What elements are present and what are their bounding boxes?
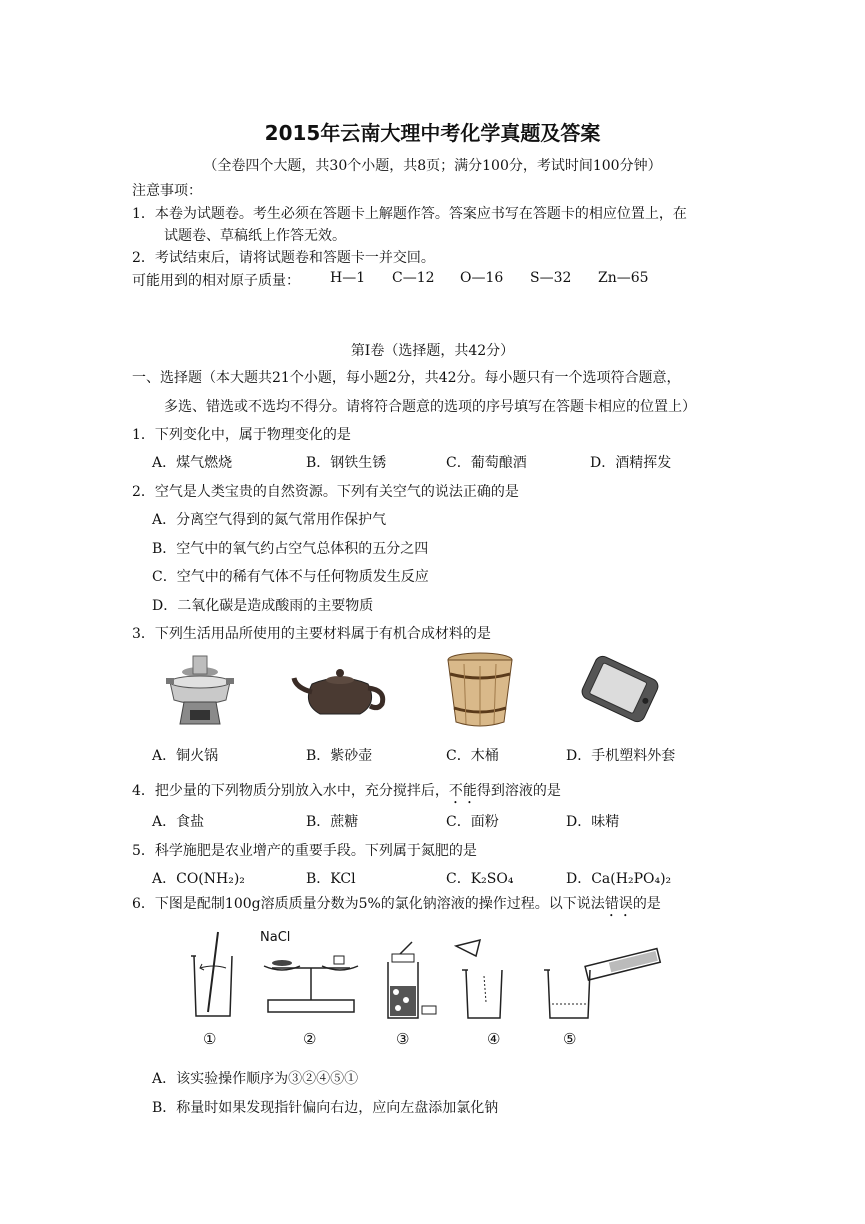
question-1-option-c: C．葡萄酿酒 [446,455,527,471]
question-5-option-a: A．CO(NH₂)₂ [152,871,245,887]
atomic-mass-o: O—16 [460,270,504,286]
stirring-beaker-diagram [188,928,238,1022]
question-4-option-b: B．蔗糖 [306,814,359,830]
question-2-option-c: C．空气中的稀有气体不与任何物质发生反应 [152,569,429,585]
question-2-stem: 2．空气是人类宝贵的自然资源。下列有关空气的说法正确的是 [132,484,519,500]
question-3-option-c: C．木桶 [446,748,499,764]
question-2-option-b: B．空气中的氧气约占空气总体积的五分之四 [152,541,429,557]
atomic-mass-zn: Zn—65 [598,270,649,286]
question-6-stem-post: 的是 [632,896,661,912]
copper-hotpot-image [160,652,240,730]
question-6-option-b: B．称量时如果发现指针偏向右边，应向左盘添加氯化钠 [152,1100,499,1116]
question-4-option-c: C．面粉 [446,814,499,830]
question-4-stem [132,780,561,807]
question-3-stem: 3．下列生活用品所使用的主要材料属于有机合成材料的是 [132,626,491,642]
figure-label-5: ⑤ [563,1030,577,1048]
section-1-line-1: 一、选择题（本大题共21个小题，每小题2分，共42分。每小题只有一个选项符合题意， [132,370,681,386]
atomic-mass-h: H—1 [330,270,366,286]
figure-label-4: ④ [487,1030,501,1048]
question-3-option-b: B．紫砂壶 [306,748,373,764]
question-2-option-d: D．二氧化碳是造成酸雨的主要物质 [152,598,374,614]
figure-label-1: ① [203,1030,217,1048]
wooden-bucket-image [440,650,520,730]
notice-item-1-line-2: 试题卷、草稿纸上作答无效。 [164,228,346,244]
atomic-mass-s: S—32 [530,270,572,286]
question-6-stem [132,893,661,920]
question-6-stem-pre: 6．下图是配制100g溶质质量分数为5%的氯化钠溶液的操作过程。以下说法 [132,896,605,912]
notice-heading: 注意事项： [132,183,202,199]
figure-label-3: ③ [396,1030,410,1048]
question-5-option-c: C．K₂SO₄ [446,871,514,887]
question-1-option-a: A．煤气燃烧 [152,455,233,471]
phone-case-image [572,648,668,730]
section-1-line-2: 多选、错选或不选均不得分。请将符合题意的选项的序号填写在答题卡相应的位置上） [164,399,696,415]
question-3-option-a: A．铜火锅 [152,748,219,764]
question-1-stem: 1．下列变化中，属于物理变化的是 [132,427,351,443]
question-5-stem: 5．科学施肥是农业增产的重要手段。下列属于氮肥的是 [132,843,477,859]
question-4-option-a: A．食盐 [152,814,205,830]
question-3-option-d: D．手机塑料外套 [566,748,676,764]
question-4-stem-post: 得到溶液的是 [476,783,561,799]
atomic-mass-label: 可能用到的相对原子质量： [132,273,300,289]
question-4-stem-pre: 4．把少量的下列物质分别放入水中，充分搅拌后， [132,783,449,799]
reagent-jar-diagram [378,940,442,1022]
pouring-solid-diagram [452,936,512,1022]
clay-teapot-image [290,660,390,722]
question-6-stem-emphasis: 错误 [604,896,633,912]
part-1-title: 第Ⅰ卷（选择题，共42分） [350,343,515,359]
figure-label-2: ② [303,1030,317,1048]
question-1-option-b: B．钢铁生锈 [306,455,387,471]
notice-item-1-line-1: 1．本卷为试题卷。考生必须在答题卡上解题作答。答案应书写在答题卡的相应位置上，在 [132,206,687,222]
nacl-label: NaCl [260,930,291,945]
atomic-mass-c: C—12 [392,270,435,286]
pouring-water-diagram [540,944,662,1022]
page-title: 2015年云南大理中考化学真题及答案 [264,121,601,145]
exam-subtitle: （全卷四个大题，共30个小题，共8页；满分100分，考试时间100分钟） [203,158,662,174]
question-2-option-a: A．分离空气得到的氮气常用作保护气 [152,512,387,528]
question-5-option-b: B．KCl [306,871,356,887]
question-1-option-d: D．酒精挥发 [590,455,672,471]
question-4-stem-emphasis: 不能 [448,783,477,799]
question-4-option-d: D．味精 [566,814,620,830]
question-6-option-a: A．该实验操作顺序为③②④⑤① [152,1071,359,1087]
question-5-option-d: D．Ca(H₂PO₄)₂ [566,871,672,887]
notice-item-2: 2．考试结束后，请将试题卷和答题卡一并交回。 [132,250,435,266]
